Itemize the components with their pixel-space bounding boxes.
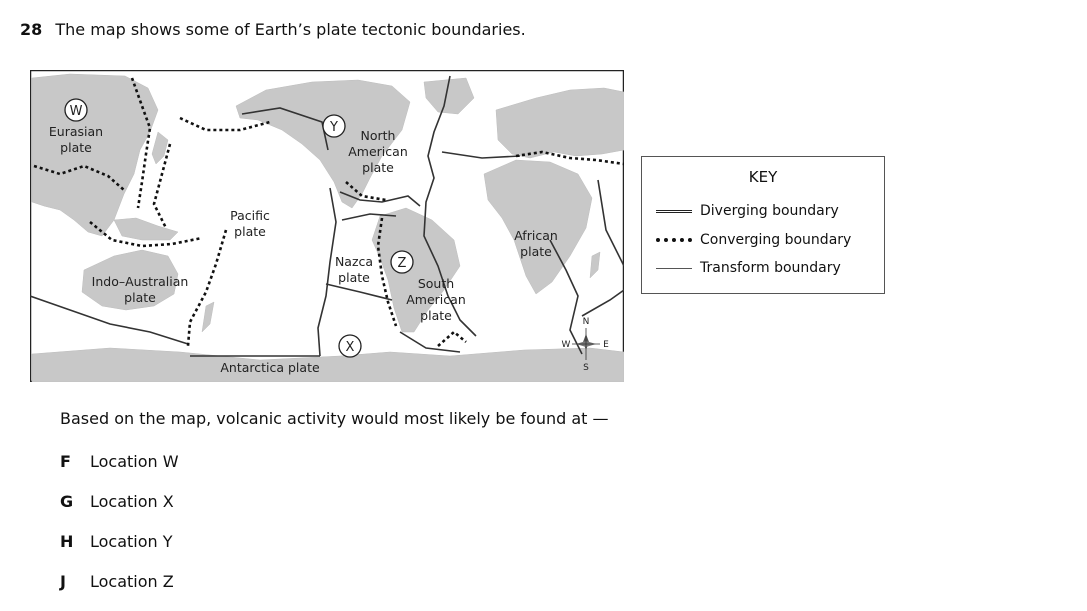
compass-n: N: [582, 317, 590, 327]
question-header: [20, 20, 526, 39]
compass-s: S: [583, 363, 589, 373]
map-key: [641, 156, 885, 294]
svg-text:W: W: [69, 104, 83, 119]
label-pacific-plate: Pacific plate: [230, 208, 270, 239]
choice-text: Location Y: [90, 532, 173, 551]
label-north-american-plate: North American plate: [348, 128, 408, 175]
choice-letter: J: [60, 572, 66, 591]
transform-line-swatch: [656, 268, 692, 269]
question-number: 28: [20, 20, 43, 39]
question-stem: The map shows some of Earth’s plate tectonic boundaries.: [55, 20, 526, 39]
question-prompt: Based on the map, volcanic activity would most likely be found at —: [60, 409, 609, 428]
compass-w: W: [561, 340, 571, 350]
tectonic-map: [30, 70, 624, 382]
label-south-american-plate: South American plate: [406, 276, 466, 323]
location-w-marker: [65, 99, 87, 121]
key-title: KEY: [748, 168, 778, 186]
key-label-diverging: Diverging boundary: [700, 203, 839, 219]
svg-text:X: X: [345, 340, 355, 355]
diverging-line-swatch: [656, 210, 692, 213]
key-item-converging: [656, 230, 851, 250]
svg-text:Y: Y: [330, 120, 338, 135]
location-y-marker: [323, 115, 345, 137]
label-eurasian-plate: Eurasian plate: [48, 124, 104, 155]
choice-letter: F: [60, 452, 71, 471]
converging-line-swatch: [656, 238, 692, 242]
label-nazca-plate: Nazca plate: [334, 254, 374, 285]
compass-e: E: [603, 340, 609, 350]
answer-choice-f[interactable]: [60, 452, 179, 471]
key-item-diverging: [656, 201, 839, 221]
key-label-transform: Transform boundary: [700, 260, 841, 276]
key-label-converging: Converging boundary: [700, 232, 852, 248]
answer-choice-g[interactable]: [60, 492, 174, 511]
answer-choice-h[interactable]: [60, 532, 173, 551]
key-item-transform: [656, 258, 841, 278]
location-x-marker: [339, 335, 361, 357]
choice-letter: G: [60, 492, 74, 511]
location-z-marker: [391, 251, 413, 273]
label-indo-australian-plate: Indo–Australian plate: [91, 274, 189, 305]
svg-text:Z: Z: [397, 256, 407, 271]
choice-text: Location W: [90, 452, 179, 471]
label-antarctica-plate: Antarctica plate: [220, 360, 320, 375]
choice-text: Location Z: [90, 572, 174, 591]
label-african-plate: African plate: [514, 228, 558, 259]
choice-text: Location X: [90, 492, 174, 511]
answer-choice-j[interactable]: [60, 572, 174, 591]
choice-letter: H: [60, 532, 74, 551]
